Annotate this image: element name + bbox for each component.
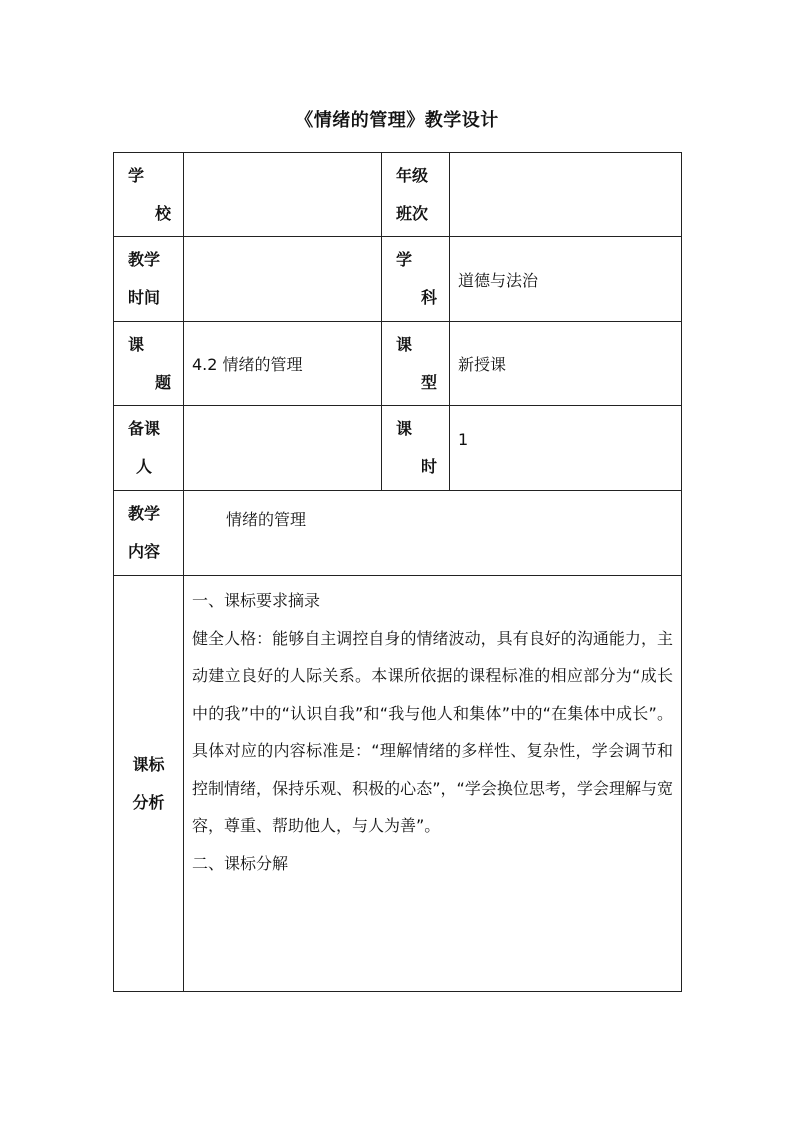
label-topic-line2: 题 [154,373,171,392]
label-content-line1: 教学 [128,504,161,523]
analysis-content [184,576,682,992]
row-time-subject [114,237,682,322]
label-topic-line1: 课 [128,335,145,354]
lesson-plan-table [113,152,682,992]
label-time [114,237,184,322]
label-preparer-line2: 人 [136,457,153,476]
analysis-heading-1: 一、课标要求摘录 [192,591,321,610]
label-school [114,153,184,237]
label-subject-line2: 科 [420,288,437,307]
label-content-line2: 内容 [128,542,161,561]
label-analysis-line2: 分析 [132,792,165,812]
label-school-line1: 学 [128,166,145,185]
label-lesson-type-line2: 型 [420,373,437,392]
label-periods-line2: 时 [420,457,437,476]
label-lesson-type-line1: 课 [396,335,413,354]
row-content [114,491,682,576]
row-analysis [114,576,682,992]
label-preparer [114,406,184,491]
analysis-heading-2: 二、课标分解 [192,853,289,873]
value-topic: 4.2 情绪的管理 [184,322,382,406]
label-grade [382,153,450,237]
value-lesson-type: 新授课 [450,322,682,406]
label-subject [382,237,450,322]
label-grade-line1: 年级 [396,166,429,185]
value-school [184,153,382,237]
label-analysis-line1: 课标 [132,754,165,774]
value-content: 情绪的管理 [184,491,682,576]
value-preparer [184,406,382,491]
label-periods [382,406,450,491]
value-grade [450,153,682,237]
row-school-grade [114,153,682,237]
label-periods-line1: 课 [396,419,413,438]
row-preparer-periods [114,406,682,491]
value-time [184,237,382,322]
label-time-line2: 时间 [128,288,161,307]
label-grade-line2: 班次 [396,204,429,223]
row-topic-type [114,322,682,406]
label-topic [114,322,184,406]
label-time-line1: 教学 [128,250,161,269]
document-title: 《情绪的管理》教学设计 [295,110,499,131]
value-periods: 1 [450,406,682,491]
label-subject-line1: 学 [396,250,413,269]
label-preparer-line1: 备课 [128,419,161,438]
label-school-line2: 校 [154,204,171,223]
analysis-paragraph: 健全人格：能够自主调控自身的情绪波动，具有良好的沟通能力，主动建立良好的人际关系。本课所依据的课程标准的相应部分为“成长中的我”中的“认识自我”和“我与他人和集体”中的“在集体中成长”。具体对应的内容标准是：“理解情绪的多样性、复杂性，学会调节和控制情绪，保持乐观、积极的心态”，“学会换位思考，学会理解与宽容，尊重、帮助他人，与人为善”。 [192,628,673,835]
value-subject: 道德与法治 [450,237,682,322]
label-content [114,491,184,576]
label-lesson-type [382,322,450,406]
label-analysis [114,576,184,992]
